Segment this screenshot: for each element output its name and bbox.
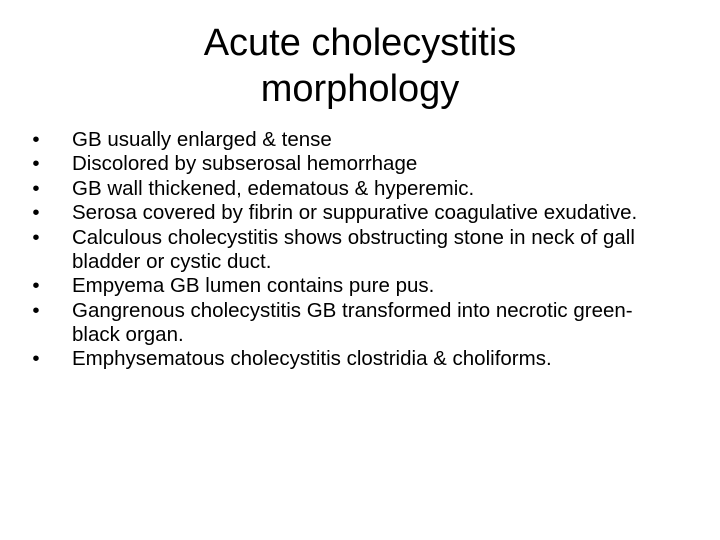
bullet-icon: •: [32, 176, 40, 200]
bullet-icon: •: [32, 298, 40, 322]
bullet-item-3: [28, 177, 678, 201]
bullet-item-6: [28, 274, 678, 298]
bullet-text: Empyema GB lumen contains pure pus.: [72, 274, 435, 298]
bullet-text: Discolored by subserosal hemorrhage: [72, 152, 418, 176]
bullet-item-7: [28, 299, 678, 347]
slide-title-line-2: morphology: [260, 68, 460, 110]
bullet-text: Gangrenous cholecystitis GB transformed into necrotic green-black organ.: [72, 298, 633, 346]
bullet-item-8: [28, 347, 678, 371]
bullet-icon: •: [32, 225, 40, 249]
bullet-icon: •: [32, 274, 40, 298]
bullet-item-1: [28, 128, 678, 152]
bullet-text: GB wall thickened, edematous & hyperemic.: [72, 176, 475, 200]
bullet-text: Serosa covered by fibrin or suppurative coagulative exudative.: [72, 201, 638, 225]
bullet-icon: •: [32, 128, 40, 151]
bullet-text: GB usually enlarged & tense: [72, 128, 332, 151]
bullet-item-4: [28, 201, 678, 225]
bullet-icon: •: [32, 152, 40, 176]
bullet-icon: •: [32, 347, 40, 371]
slide-title: [150, 20, 570, 112]
bullet-icon: •: [32, 201, 40, 225]
slide-title-line-1: Acute cholecystitis: [203, 22, 517, 64]
bullet-item-5: [28, 226, 678, 274]
bullet-text: Calculous cholecystitis shows obstructing stone in neck of gall bladder or cystic duct.: [72, 225, 635, 273]
bullet-text: Emphysematous cholecystitis clostridia & choliforms.: [72, 347, 552, 371]
bullet-item-2: [28, 152, 678, 176]
bullet-list: [28, 128, 678, 372]
